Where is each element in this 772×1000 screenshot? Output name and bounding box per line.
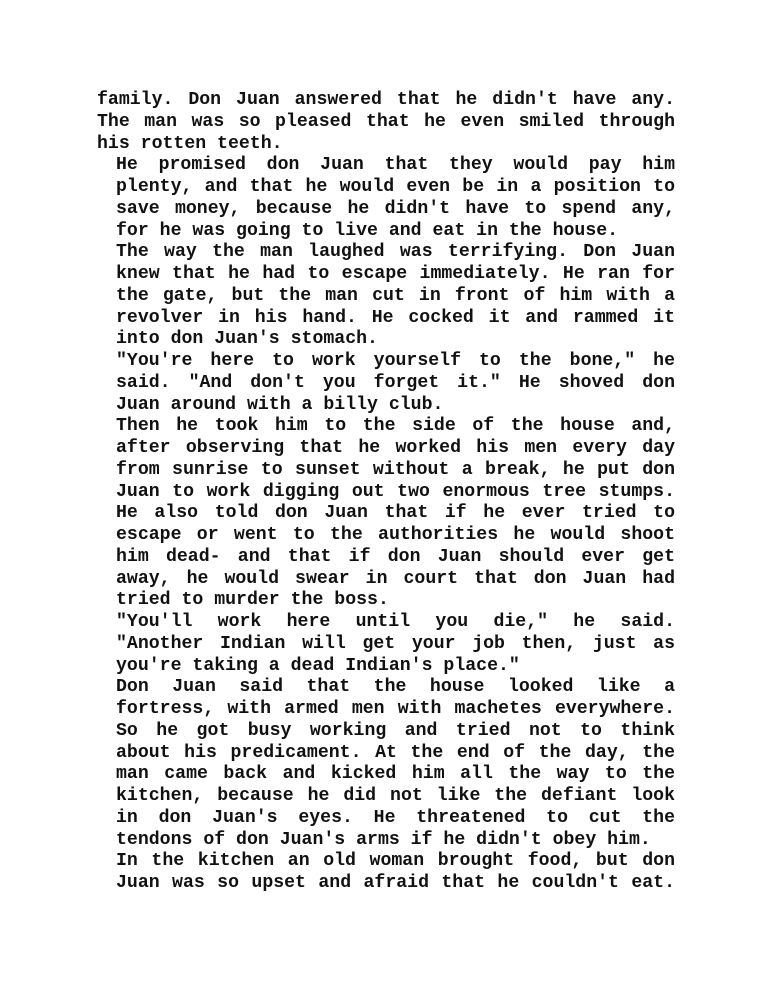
text-line: about his predicament. At the end of the day, the — [116, 742, 675, 763]
text-line: away, he would swear in court that don Juan had — [116, 568, 675, 589]
paragraph — [97, 612, 675, 677]
text-line: revolver in his hand. He cocked it and rammed it — [116, 307, 675, 328]
document-page — [97, 90, 675, 895]
text-line: man came back and kicked him all the way to the — [116, 764, 675, 785]
text-line: tried to murder the boss. — [116, 590, 389, 611]
text-line: He promised don Juan that they would pay him — [116, 155, 675, 176]
text-line: for he was going to live and eat in the house. — [116, 220, 619, 241]
text-line: the gate, but the man cut in front of him with a — [116, 285, 675, 306]
text-line: family. Don Juan answered that he didn't have any. — [97, 90, 675, 110]
text-line: Juan to work digging out two enormous tree stumps. — [116, 481, 675, 502]
text-line: knew that he had to escape immediately. He ran for — [116, 264, 675, 284]
text-line: Juan around with a billy club. — [116, 394, 444, 415]
text-line: The man was so pleased that he even smiled through — [97, 111, 675, 132]
paragraph — [97, 242, 675, 351]
text-line: In the kitchen an old woman brought food, but don — [116, 851, 675, 872]
text-line: in don Juan's eyes. He threatened to cut the — [116, 807, 675, 828]
paragraph — [97, 351, 675, 416]
text-line: Juan was so upset and afraid that he couldn't eat. — [116, 873, 675, 893]
text-line: plenty, and that he would even be in a position to — [116, 177, 675, 197]
paragraph — [97, 677, 675, 851]
paragraph — [97, 90, 675, 155]
paragraph — [97, 416, 675, 612]
text-line: him dead- and that if don Juan should ever get — [116, 546, 675, 567]
text-line: kitchen, because he did not like the defiant look — [116, 786, 675, 806]
paragraph — [97, 155, 675, 242]
text-line: "You're here to work yourself to the bone," he — [116, 351, 675, 371]
text-line: The way the man laughed was terrifying. Don Juan — [116, 242, 675, 263]
text-line: escape or went to the authorities he would shoot — [116, 525, 675, 545]
text-line: after observing that he worked his men every day — [116, 438, 675, 458]
paragraph — [97, 851, 675, 895]
text-line: Don Juan said that the house looked like a — [116, 677, 675, 698]
text-line: "You'll work here until you die," he said. — [116, 612, 675, 632]
text-line: So he got busy working and tried not to think — [116, 720, 675, 741]
text-line: Then he took him to the side of the house and, — [116, 416, 675, 437]
text-line: tendons of don Juan's arms if he didn't obey him. — [116, 829, 651, 850]
text-line: from sunrise to sunset without a break, he put don — [116, 459, 675, 480]
text-line: you're taking a dead Indian's place." — [116, 655, 520, 676]
text-line: "Another Indian will get your job then, just as — [116, 633, 675, 654]
text-line: into don Juan's stomach. — [116, 329, 378, 350]
text-line: his rotten teeth. — [97, 133, 283, 154]
text-line: fortress, with armed men with machetes everywhere. — [116, 699, 675, 719]
text-line: save money, because he didn't have to spend any, — [116, 198, 675, 219]
text-line: said. "And don't you forget it." He shoved don — [116, 372, 675, 393]
text-line: He also told don Juan that if he ever tried to — [116, 503, 675, 524]
